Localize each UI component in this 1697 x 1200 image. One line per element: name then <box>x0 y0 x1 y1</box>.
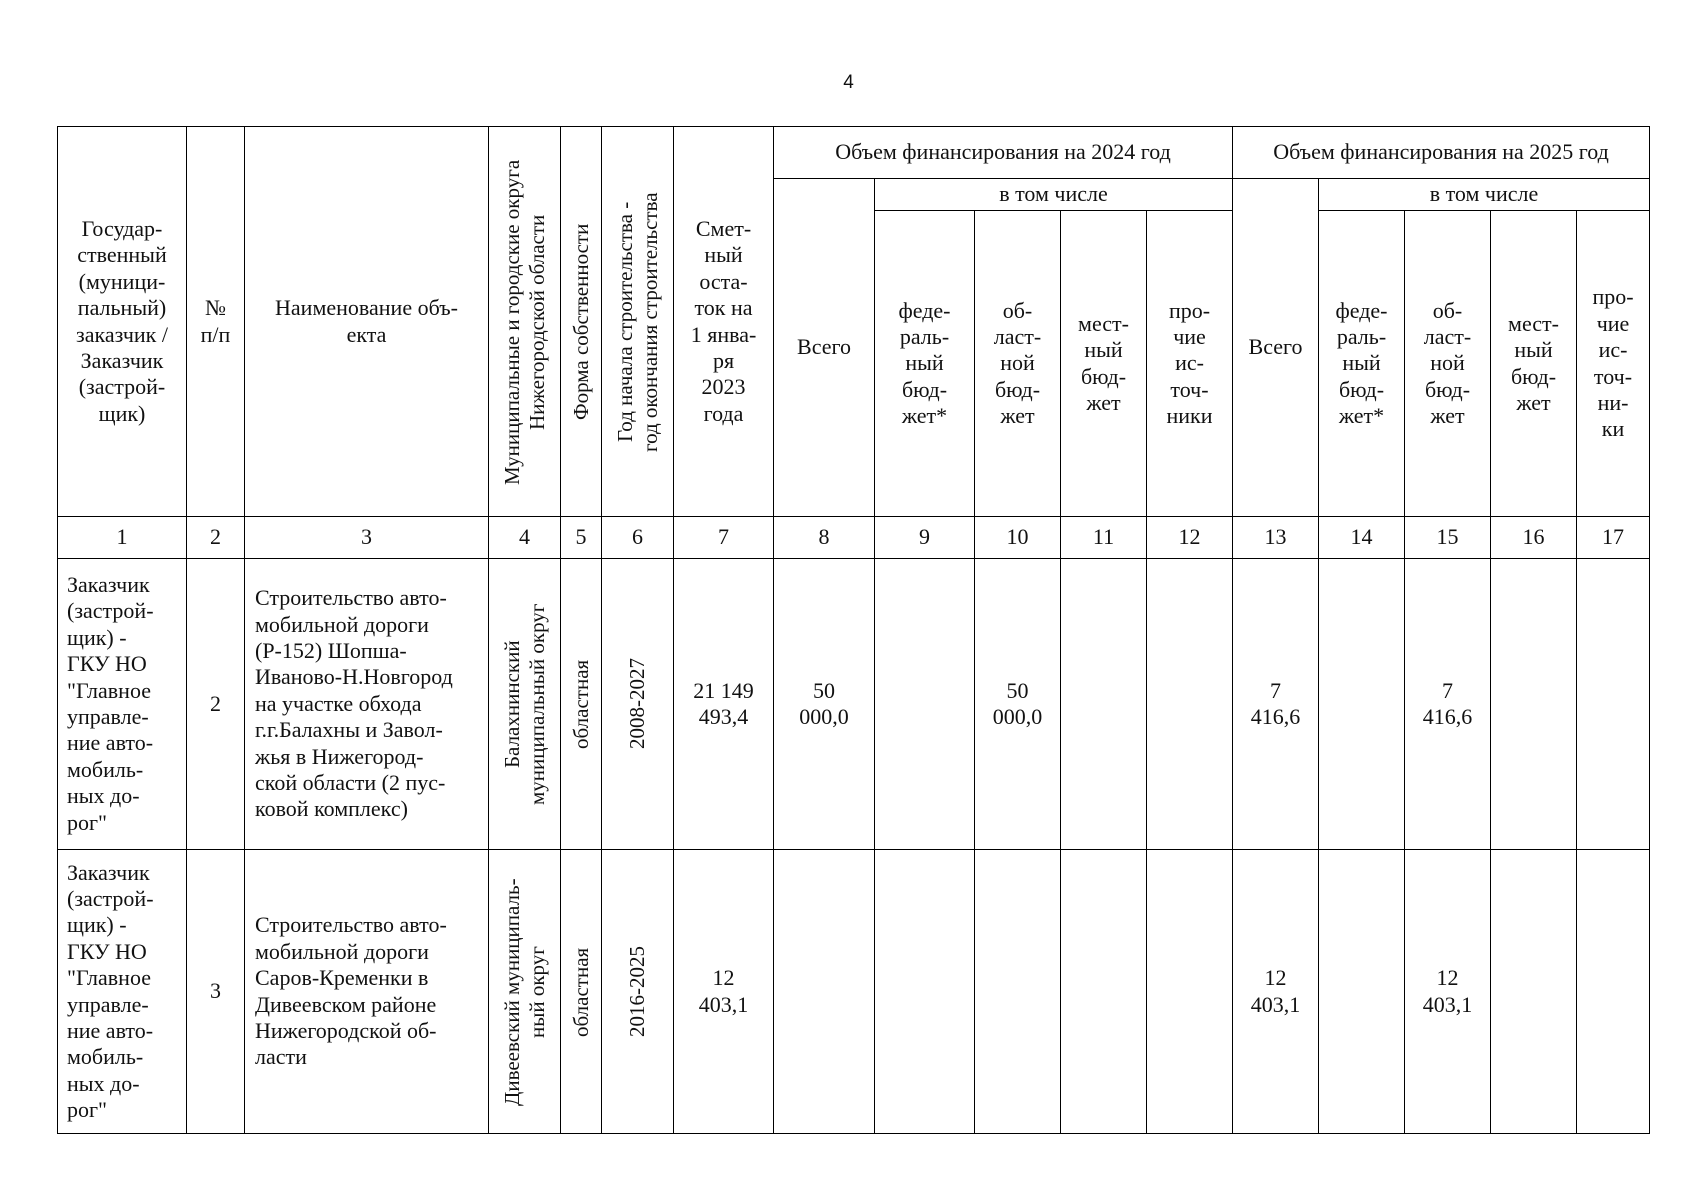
row-federal-2024 <box>875 850 975 1134</box>
row-customer: Заказчик (застрой- щик) - ГКУ НО "Главное управле- ние авто- мобиль- ных до- рог" <box>58 559 187 850</box>
header-including-2025: в том числе <box>1319 179 1650 211</box>
row-other-2025 <box>1577 559 1650 850</box>
row-total-2025: 7 416,6 <box>1233 559 1319 850</box>
page-number: 4 <box>843 72 854 93</box>
row-federal-2025 <box>1319 850 1405 1134</box>
row-customer: Заказчик (застрой- щик) - ГКУ НО "Главное управле- ние авто- мобиль- ных до- рог" <box>58 850 187 1134</box>
header-district <box>489 127 561 517</box>
header-federal-2025: феде- раль- ный бюд- жет* <box>1319 211 1405 517</box>
column-number: 5 <box>561 517 602 559</box>
row-object-name: Строительство авто- мобильной дороги (Р-152) Шопша- Иваново-Н.Новгород на участке обхода г.г.Балахны и Завол- жья в Нижегород- ской области (2 пус- ковой комплекс) <box>245 559 489 850</box>
row-other-2025 <box>1577 850 1650 1134</box>
column-number: 7 <box>674 517 774 559</box>
row-number: 3 <box>187 850 245 1134</box>
column-number: 11 <box>1061 517 1147 559</box>
row-years <box>602 559 674 850</box>
column-number: 17 <box>1577 517 1650 559</box>
header-regional-2025: об- ласт- ной бюд- жет <box>1405 211 1491 517</box>
row-total-2024 <box>774 850 875 1134</box>
header-other-2025: про- чие ис- точ- ни- ки <box>1577 211 1650 517</box>
row-years <box>602 850 674 1134</box>
row-ownership <box>561 559 602 850</box>
row-local-2025 <box>1491 559 1577 850</box>
table-row <box>58 850 1650 1134</box>
row-local-2024 <box>1061 559 1147 850</box>
row-local-2024 <box>1061 850 1147 1134</box>
header-other-2024: про- чие ис- точ- ники <box>1147 211 1233 517</box>
header-including-2024: в том числе <box>875 179 1233 211</box>
header-regional-2024: об- ласт- ной бюд- жет <box>975 211 1061 517</box>
row-ownership <box>561 850 602 1134</box>
row-federal-2025 <box>1319 559 1405 850</box>
row-district <box>489 559 561 850</box>
header-remainder: Смет- ный оста- ток на 1 янва- ря 2023 года <box>674 127 774 517</box>
row-regional-2025: 7 416,6 <box>1405 559 1491 850</box>
column-number-row <box>58 517 1650 559</box>
header-ownership <box>561 127 602 517</box>
row-remainder: 12 403,1 <box>674 850 774 1134</box>
header-local-2024: мест- ный бюд- жет <box>1061 211 1147 517</box>
row-other-2024 <box>1147 559 1233 850</box>
table-row <box>58 559 1650 850</box>
financing-table <box>57 126 1650 1134</box>
row-regional-2024 <box>975 850 1061 1134</box>
header-ownership-text: Форма собственности <box>568 223 593 420</box>
header-number: № п/п <box>187 127 245 517</box>
header-row-1 <box>58 127 1650 179</box>
row-total-2025: 12 403,1 <box>1233 850 1319 1134</box>
row-years-text: 2008-2027 <box>625 658 650 750</box>
header-object-name: Наименование объ- екта <box>245 127 489 517</box>
header-district-text: Муниципальные и городские округа Нижегородской области <box>499 158 549 485</box>
column-number: 10 <box>975 517 1061 559</box>
column-number: 6 <box>602 517 674 559</box>
row-regional-2024: 50 000,0 <box>975 559 1061 850</box>
row-district <box>489 850 561 1134</box>
header-years-text: Год начала строительства - год окончания строительства <box>612 191 662 452</box>
row-total-2024: 50 000,0 <box>774 559 875 850</box>
column-number: 8 <box>774 517 875 559</box>
column-number: 16 <box>1491 517 1577 559</box>
column-number: 1 <box>58 517 187 559</box>
row-other-2024 <box>1147 850 1233 1134</box>
row-federal-2024 <box>875 559 975 850</box>
column-number: 15 <box>1405 517 1491 559</box>
header-financing-2024: Объем финансирования на 2024 год <box>774 127 1233 179</box>
header-total-2025: Всего <box>1233 179 1319 517</box>
row-number: 2 <box>187 559 245 850</box>
header-federal-2024: феде- раль- ный бюд- жет* <box>875 211 975 517</box>
row-years-text: 2016-2025 <box>625 946 650 1037</box>
header-customer: Государ- ственный (муници- пальный) заказчик / Заказчик (застрой- щик) <box>58 127 187 517</box>
header-total-2024: Всего <box>774 179 875 517</box>
row-regional-2025: 12 403,1 <box>1405 850 1491 1134</box>
header-financing-2025: Объем финансирования на 2025 год <box>1233 127 1650 179</box>
row-object-name: Строительство авто- мобильной дороги Саров-Кременки в Дивеевском районе Нижегородской об- ласти <box>245 850 489 1134</box>
column-number: 4 <box>489 517 561 559</box>
header-local-2025: мест- ный бюд- жет <box>1491 211 1577 517</box>
column-number: 2 <box>187 517 245 559</box>
row-ownership-text: областная <box>568 659 593 749</box>
row-ownership-text: областная <box>568 946 593 1037</box>
column-number: 13 <box>1233 517 1319 559</box>
column-number: 3 <box>245 517 489 559</box>
row-remainder: 21 149 493,4 <box>674 559 774 850</box>
column-number: 9 <box>875 517 975 559</box>
column-number: 14 <box>1319 517 1405 559</box>
row-district-text: Дивеевский муниципаль- ный округ <box>499 877 549 1106</box>
row-local-2025 <box>1491 850 1577 1134</box>
header-years <box>602 127 674 517</box>
row-district-text: Балахнинский муниципальный округ <box>499 603 549 805</box>
column-number: 12 <box>1147 517 1233 559</box>
